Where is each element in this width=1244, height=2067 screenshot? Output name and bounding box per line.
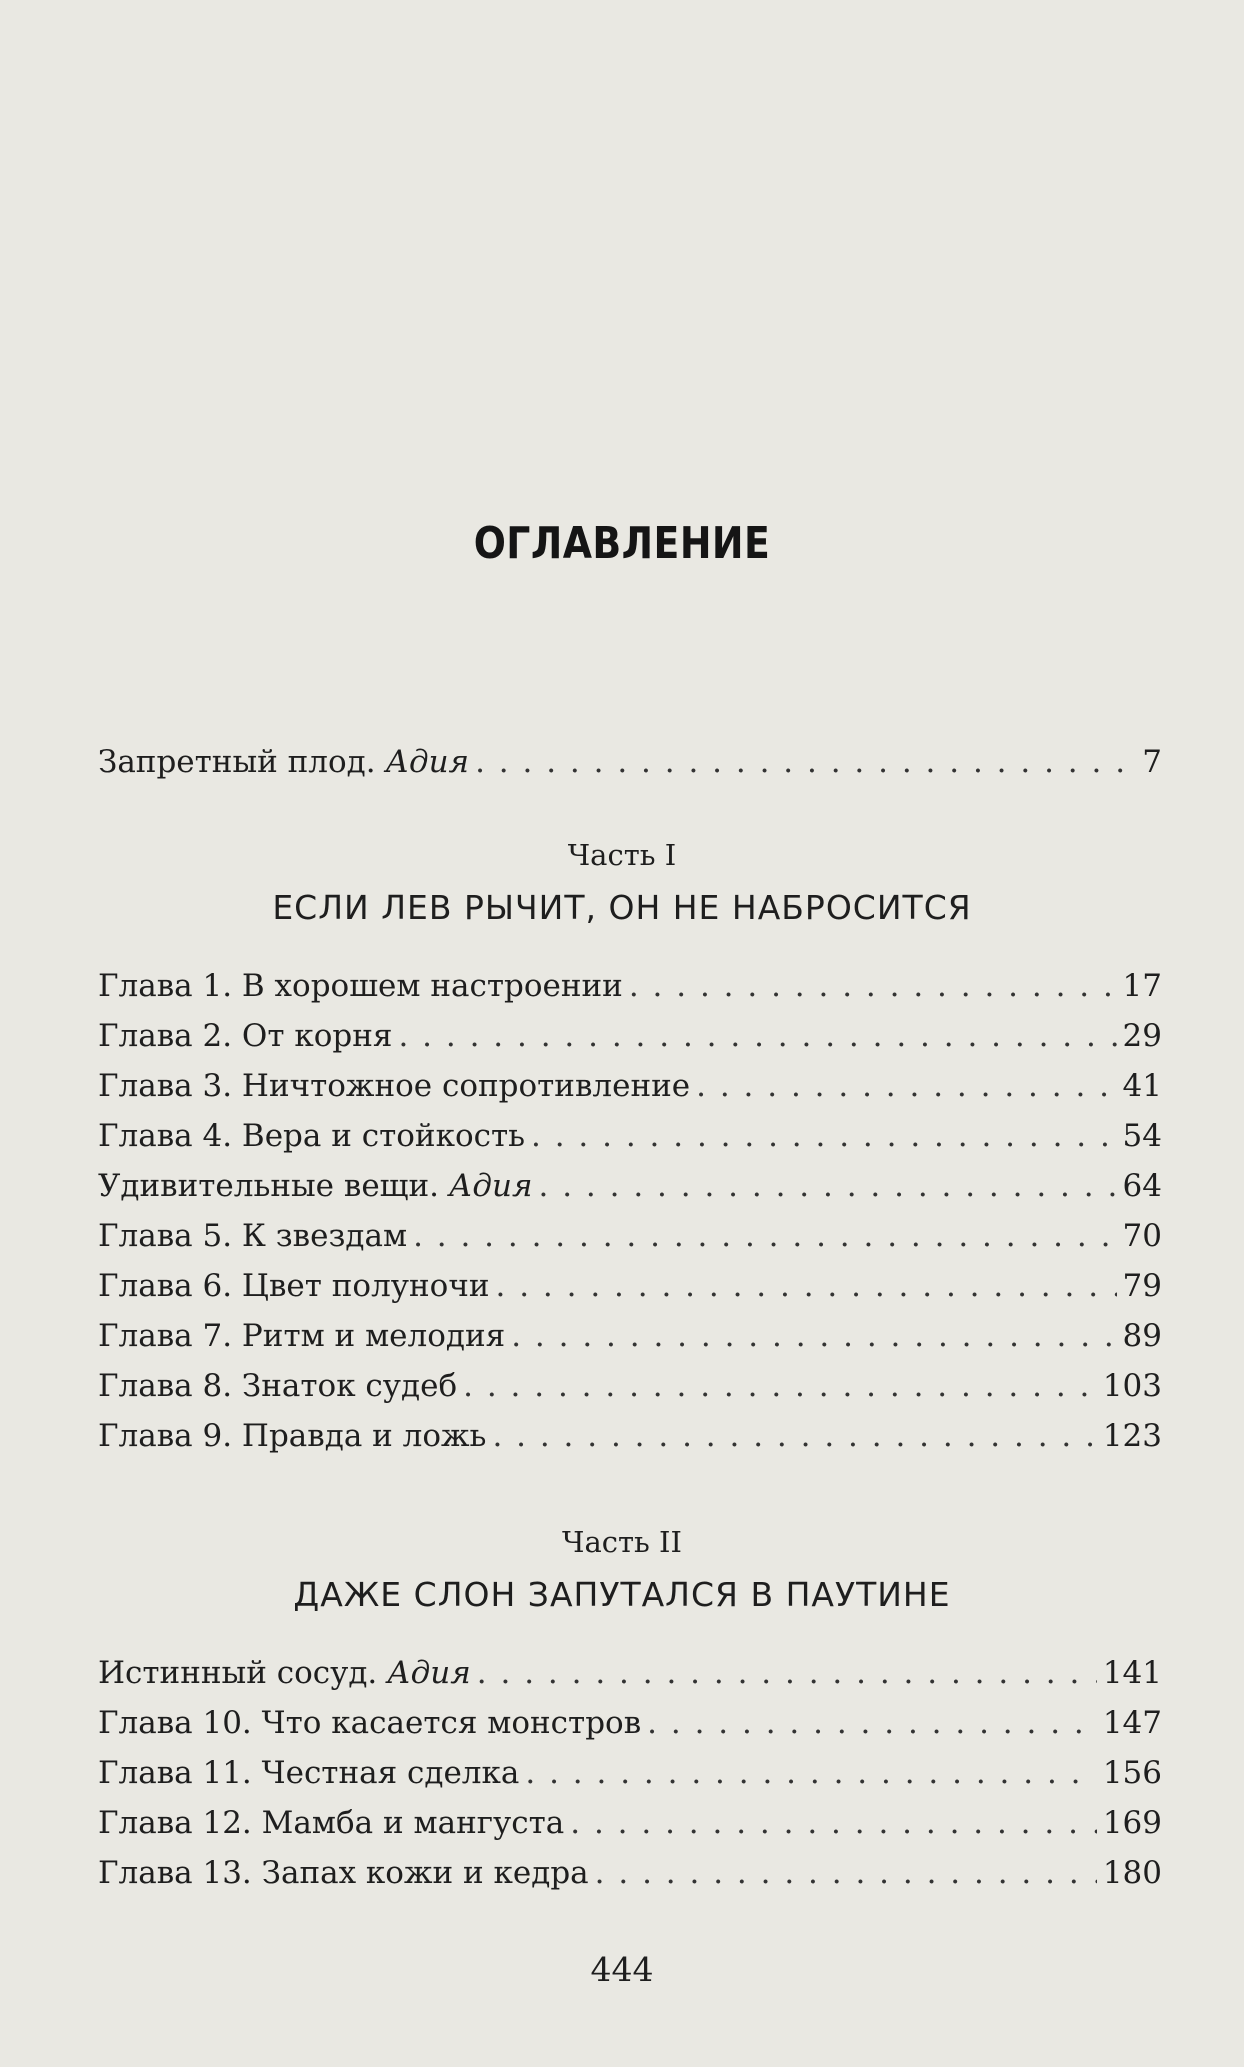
toc-entry-title: Глава 12. Мамба и мангуста — [98, 1805, 565, 1841]
page-number: 444 — [590, 1950, 654, 1989]
toc-leader-dots — [525, 1748, 1096, 1798]
toc-entry-title: Глава 3. Ничтожное сопротивление — [98, 1068, 691, 1104]
toc-entry-title: Глава 4. Вера и стойкость — [98, 1118, 526, 1154]
part-1-number: Часть I — [567, 838, 677, 872]
toc-entry-title: Глава 1. В хорошем настроении — [98, 968, 623, 1004]
toc-entry — [98, 1848, 1162, 1898]
toc-entry — [98, 1698, 1162, 1748]
part-2-title: ДАЖЕ СЛОН ЗАПУТАЛСЯ В ПАУТИНЕ — [293, 1575, 951, 1614]
toc-entry — [98, 1111, 1162, 1161]
toc-leader-dots — [496, 1261, 1117, 1311]
toc-entry-title: Глава 10. Что касается монстров — [98, 1705, 642, 1741]
toc-entry-title: Удивительные вещи. Адия — [98, 1168, 533, 1204]
toc-leader-dots — [538, 1161, 1116, 1211]
part-2-number: Часть II — [562, 1525, 682, 1559]
toc-leader-dots — [696, 1061, 1116, 1111]
toc-leader-dots — [647, 1698, 1097, 1748]
toc-entry — [98, 1748, 1162, 1798]
toc-entry — [98, 1798, 1162, 1848]
toc-entry-page: 54 — [1122, 1118, 1162, 1154]
toc-entry-title: Глава 8. Знаток судеб — [98, 1368, 458, 1404]
toc-entry — [98, 1361, 1162, 1411]
toc-leader-dots — [595, 1848, 1097, 1898]
toc-leader-dots — [629, 961, 1117, 1011]
toc-leader-dots — [413, 1211, 1116, 1261]
toc-leader-dots — [475, 737, 1136, 787]
toc-entry-page: 123 — [1102, 1418, 1162, 1454]
toc-entry — [98, 961, 1162, 1011]
toc-entry-interlude — [98, 1161, 1162, 1211]
toc-entry — [98, 1011, 1162, 1061]
page-title: ОГЛАВЛЕНИЕ — [473, 518, 771, 569]
part-1-title: ЕСЛИ ЛЕВ РЫЧИТ, ОН НЕ НАБРОСИТСЯ — [272, 888, 972, 927]
toc-entry-page: 141 — [1102, 1655, 1162, 1691]
toc-entry-page: 103 — [1102, 1368, 1162, 1404]
toc-entry-author: Адия — [385, 744, 470, 780]
toc-entry-title: Глава 2. От корня — [98, 1018, 393, 1054]
toc-leader-dots — [531, 1111, 1117, 1161]
toc-entry-author: Адия — [448, 1168, 533, 1204]
toc-leader-dots — [477, 1648, 1097, 1698]
toc-entry-page: 79 — [1122, 1268, 1162, 1304]
toc-entry-page: 70 — [1122, 1218, 1162, 1254]
toc-entry — [98, 1211, 1162, 1261]
toc-entry-author: Адия — [387, 1655, 471, 1691]
toc-entry-page: 89 — [1122, 1318, 1162, 1354]
toc-entry-page: 180 — [1102, 1855, 1162, 1891]
toc-leader-dots — [398, 1011, 1116, 1061]
toc-entry-page: 29 — [1122, 1018, 1162, 1054]
toc-entry-title: Глава 6. Цвет полуночи — [98, 1268, 490, 1304]
toc-leader-dots — [570, 1798, 1097, 1848]
toc-entry-page: 17 — [1122, 968, 1162, 1004]
toc-entry-title: Истинный сосуд. Адия — [98, 1655, 471, 1691]
toc-leader-dots — [463, 1361, 1097, 1411]
toc-entry-page: 147 — [1102, 1705, 1162, 1741]
toc-entry-title: Глава 11. Честная сделка — [98, 1755, 520, 1791]
toc-entry-page: 7 — [1142, 744, 1162, 780]
toc-entry — [98, 1411, 1162, 1461]
toc-entry-title: Глава 5. К звездам — [98, 1218, 408, 1254]
toc-entry-page: 41 — [1122, 1068, 1162, 1104]
toc-entry — [98, 1311, 1162, 1361]
toc-entry — [98, 1061, 1162, 1111]
toc-entry-interlude — [98, 1648, 1162, 1698]
toc-entry-title: Глава 9. Правда и ложь — [98, 1418, 487, 1454]
toc-entry-title: Глава 7. Ритм и мелодия — [98, 1318, 506, 1354]
toc-entry-page: 64 — [1122, 1168, 1162, 1204]
toc-entry-title: Глава 13. Запах кожи и кедра — [98, 1855, 589, 1891]
toc-leader-dots — [492, 1411, 1096, 1461]
toc-entry-page: 156 — [1102, 1755, 1162, 1791]
toc-entry — [98, 1261, 1162, 1311]
toc-entry-title: Запретный плод. Адия — [98, 744, 470, 780]
toc-entry-page: 169 — [1102, 1805, 1162, 1841]
toc-entry-prologue — [98, 737, 1162, 787]
toc-leader-dots — [511, 1311, 1116, 1361]
